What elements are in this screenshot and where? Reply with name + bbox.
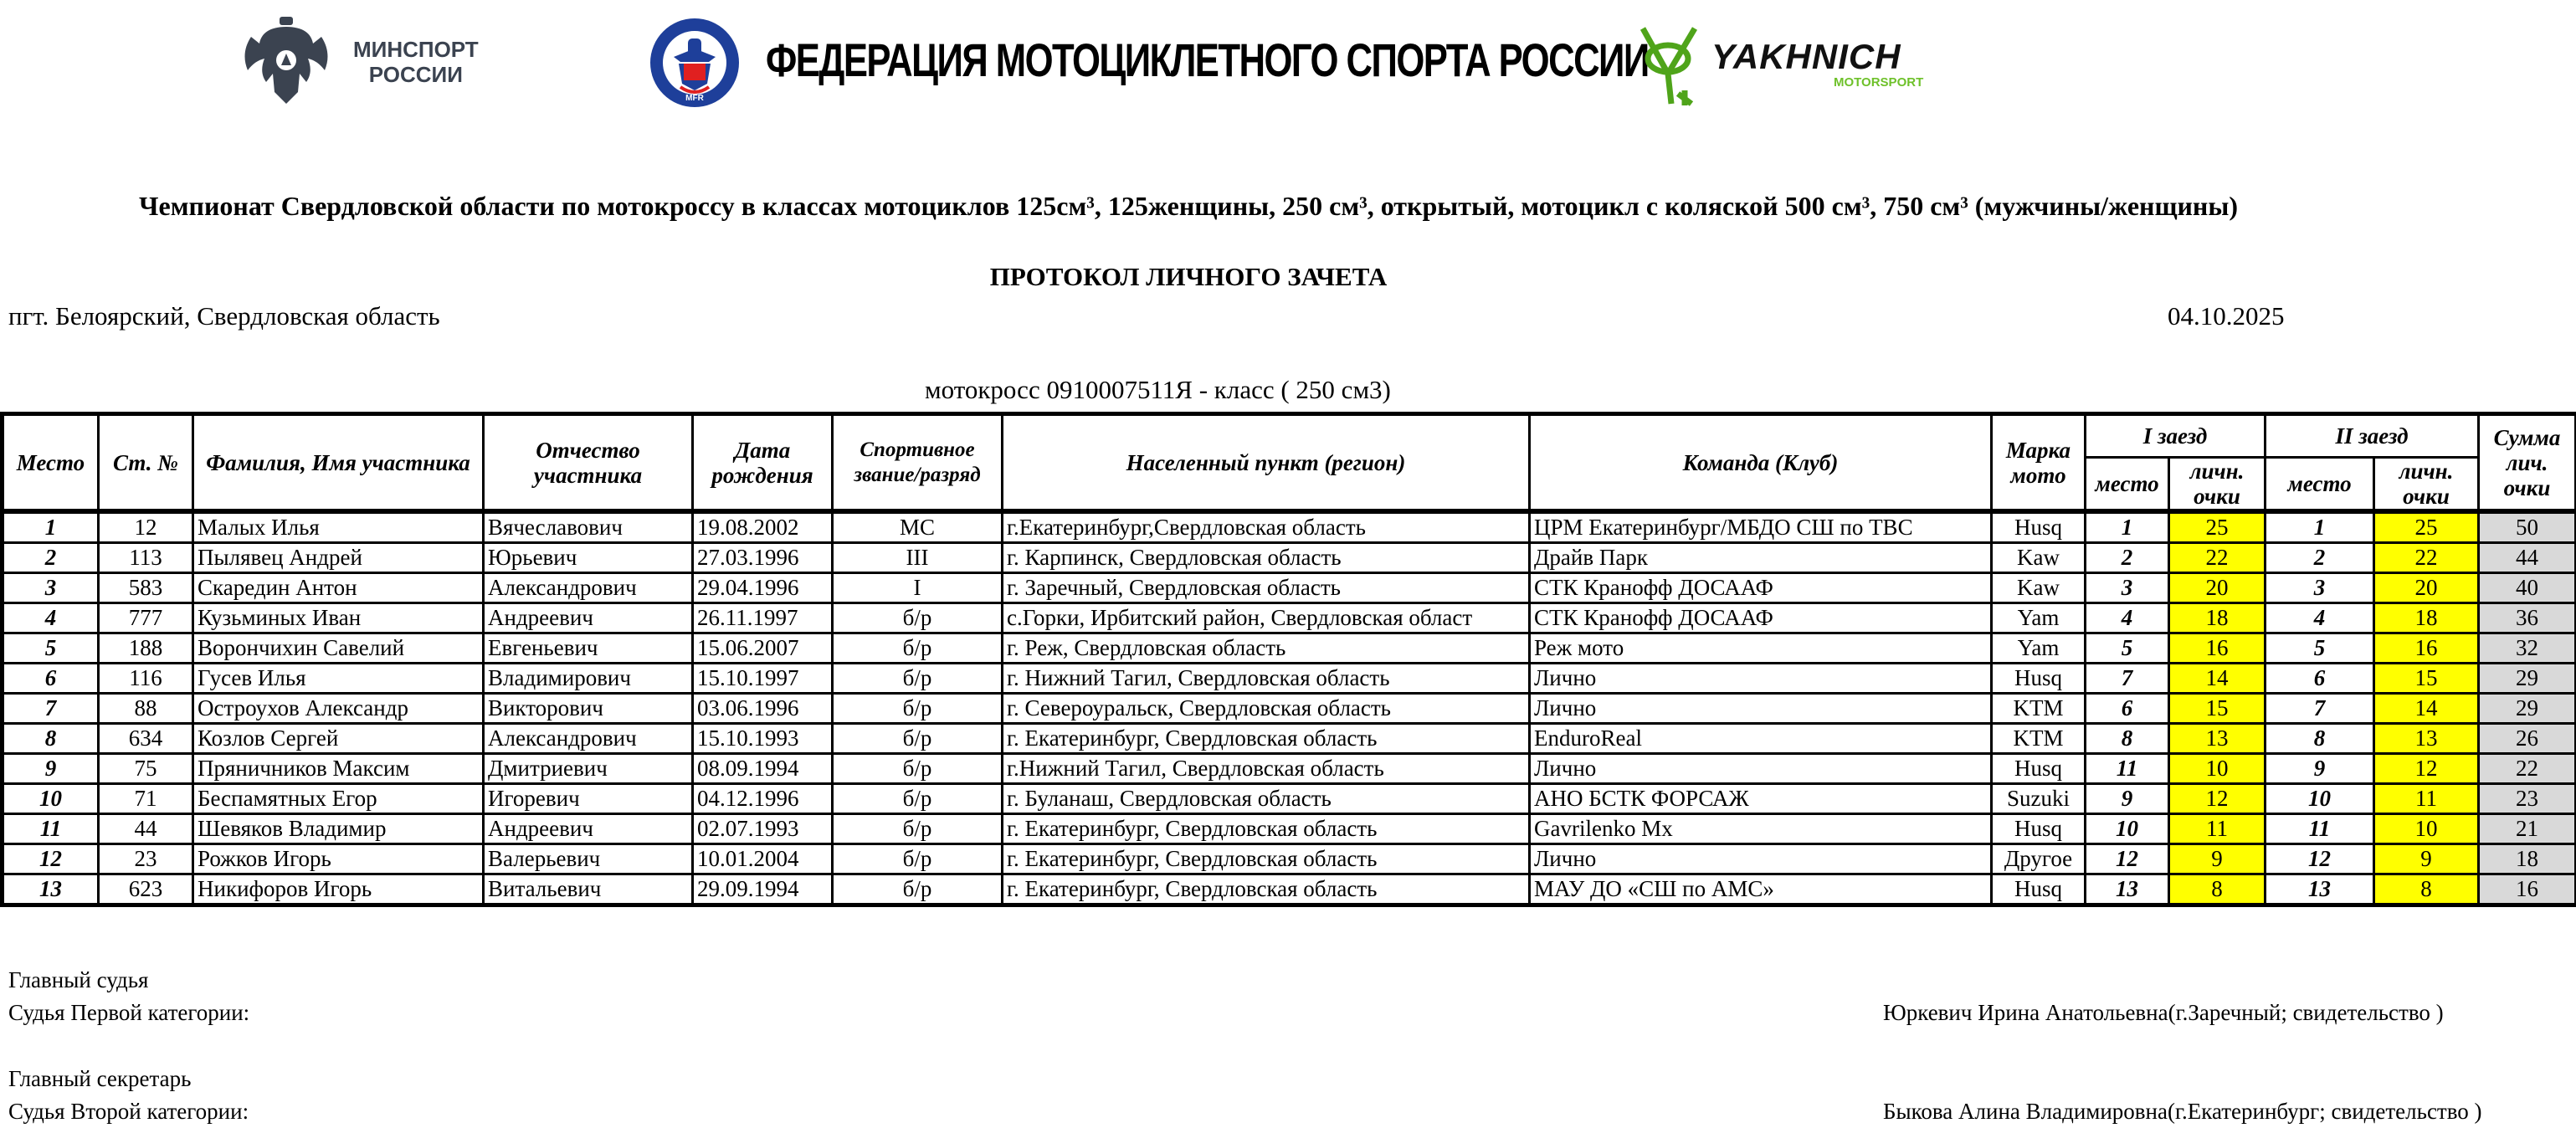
cell-place: 8 <box>3 724 99 754</box>
cell-number: 23 <box>99 844 193 874</box>
cell-city: г.Екатеринбург,Свердловская область <box>1003 511 1530 543</box>
cell-name: Остроухов Александр <box>193 694 484 724</box>
mfr-emblem-icon <box>649 17 741 109</box>
cell-total: 32 <box>2479 633 2576 664</box>
cell-name: Беспамятных Егор <box>193 784 484 814</box>
cell-r1-place: 7 <box>2086 664 2169 694</box>
cell-name: Шевяков Владимир <box>193 814 484 844</box>
cell-rank: б/р <box>833 633 1003 664</box>
cell-number: 75 <box>99 754 193 784</box>
table-row <box>3 694 2576 724</box>
cell-number: 623 <box>99 874 193 905</box>
cell-total: 16 <box>2479 874 2576 905</box>
cell-r1-place: 3 <box>2086 573 2169 603</box>
cell-place: 3 <box>3 573 99 603</box>
col-moto: Марка мото <box>1992 414 2086 512</box>
cell-moto: Kaw <box>1992 543 2086 573</box>
cell-number: 777 <box>99 603 193 633</box>
cell-team: Реж мото <box>1530 633 1992 664</box>
cell-r1-points: 18 <box>2169 603 2266 633</box>
cell-r1-place: 12 <box>2086 844 2169 874</box>
cell-name: Козлов Сергей <box>193 724 484 754</box>
cell-r1-place: 2 <box>2086 543 2169 573</box>
cell-r1-place: 13 <box>2086 874 2169 905</box>
table-row <box>3 573 2576 603</box>
cell-name: Никифоров Игорь <box>193 874 484 905</box>
col-race2: II заезд <box>2266 414 2479 458</box>
cell-city: г. Екатеринбург, Свердловская область <box>1003 724 1530 754</box>
cell-number: 88 <box>99 694 193 724</box>
cell-team: МАУ ДО «СШ по АМС» <box>1530 874 1992 905</box>
cell-city: г. Реж, Свердловская область <box>1003 633 1530 664</box>
cell-birth: 15.10.1997 <box>693 664 833 694</box>
cell-r2-place: 11 <box>2266 814 2374 844</box>
cell-total: 23 <box>2479 784 2576 814</box>
cell-r1-points: 20 <box>2169 573 2266 603</box>
cell-r2-points: 22 <box>2374 543 2479 573</box>
cell-city: г. Екатеринбург, Свердловская область <box>1003 874 1530 905</box>
cell-r1-place: 11 <box>2086 754 2169 784</box>
cell-total: 29 <box>2479 694 2576 724</box>
cell-patronymic: Вячеславович <box>484 511 693 543</box>
cell-r1-points: 11 <box>2169 814 2266 844</box>
cell-r2-points: 14 <box>2374 694 2479 724</box>
cell-r2-points: 9 <box>2374 844 2479 874</box>
protocol-title: ПРОТОКОЛ ЛИЧНОГО ЗАЧЕТА <box>0 262 2377 292</box>
judge-cat2-name: Быкова Алина Владимировна(г.Екатеринбург; свидетельство ) <box>1883 1095 2482 1128</box>
cell-team: СТК Кранофф ДОСААФ <box>1530 573 1992 603</box>
cell-r1-points: 8 <box>2169 874 2266 905</box>
judge-cat1-label: Судья Первой категории: <box>8 997 249 1029</box>
cell-name: Скаредин Антон <box>193 573 484 603</box>
cell-rank: б/р <box>833 784 1003 814</box>
cell-r1-points: 13 <box>2169 724 2266 754</box>
cell-rank: б/р <box>833 874 1003 905</box>
cell-moto: Husq <box>1992 874 2086 905</box>
cell-moto: Другое <box>1992 844 2086 874</box>
cell-rank: б/р <box>833 694 1003 724</box>
federation-logo <box>649 17 1544 109</box>
cell-total: 36 <box>2479 603 2576 633</box>
col-patronymic: Отчество участника <box>484 414 693 512</box>
cell-city: г. Заречный, Свердловская область <box>1003 573 1530 603</box>
col-race1-points: личн. очки <box>2169 458 2266 512</box>
cell-place: 6 <box>3 664 99 694</box>
cell-number: 113 <box>99 543 193 573</box>
cell-team: Gavrilenko Mx <box>1530 814 1992 844</box>
cell-birth: 29.09.1994 <box>693 874 833 905</box>
cell-number: 116 <box>99 664 193 694</box>
cell-moto: Yam <box>1992 603 2086 633</box>
cell-moto: Husq <box>1992 814 2086 844</box>
cell-name: Ворончихин Савелий <box>193 633 484 664</box>
table-row <box>3 814 2576 844</box>
cell-city: г. Екатеринбург, Свердловская область <box>1003 844 1530 874</box>
cell-place: 1 <box>3 511 99 543</box>
svg-text:MFR: MFR <box>685 94 704 103</box>
cell-r1-points: 10 <box>2169 754 2266 784</box>
cell-rank: б/р <box>833 664 1003 694</box>
cell-total: 22 <box>2479 754 2576 784</box>
minsport-line2: РОССИИ <box>353 62 479 87</box>
cell-name: Малых Илья <box>193 511 484 543</box>
cell-r2-place: 3 <box>2266 573 2374 603</box>
table-row <box>3 603 2576 633</box>
cell-r2-place: 6 <box>2266 664 2374 694</box>
cell-r1-points: 14 <box>2169 664 2266 694</box>
cell-r1-place: 6 <box>2086 694 2169 724</box>
cell-city: г. Карпинск, Свердловская область <box>1003 543 1530 573</box>
cell-number: 44 <box>99 814 193 844</box>
chief-secretary-label: Главный секретарь <box>8 1063 191 1095</box>
cell-total: 29 <box>2479 664 2576 694</box>
cell-patronymic: Дмитриевич <box>484 754 693 784</box>
table-row <box>3 754 2576 784</box>
event-date: 04.10.2025 <box>2168 301 2285 331</box>
cell-r2-place: 1 <box>2266 511 2374 543</box>
cell-moto: Husq <box>1992 664 2086 694</box>
minsport-line1: МИНСПОРТ <box>353 37 479 62</box>
cell-r2-place: 13 <box>2266 874 2374 905</box>
cell-birth: 10.01.2004 <box>693 844 833 874</box>
cell-city: с.Горки, Ирбитский район, Свердловская област <box>1003 603 1530 633</box>
cell-team: Лично <box>1530 754 1992 784</box>
cell-name: Гусев Илья <box>193 664 484 694</box>
cell-rank: б/р <box>833 754 1003 784</box>
cell-r2-place: 5 <box>2266 633 2374 664</box>
cell-team: Лично <box>1530 664 1992 694</box>
cell-r2-points: 10 <box>2374 814 2479 844</box>
col-birth: Дата рождения <box>693 414 833 512</box>
cell-place: 7 <box>3 694 99 724</box>
cell-patronymic: Валерьевич <box>484 844 693 874</box>
cell-patronymic: Александрович <box>484 724 693 754</box>
cell-birth: 04.12.1996 <box>693 784 833 814</box>
judge-cat1-name: Юркевич Ирина Анатольевна(г.Заречный; свидетельство ) <box>1883 997 2444 1029</box>
cell-rank: III <box>833 543 1003 573</box>
double-headed-eagle-icon <box>236 15 336 107</box>
cell-team: Лично <box>1530 694 1992 724</box>
cell-number: 12 <box>99 511 193 543</box>
cell-total: 50 <box>2479 511 2576 543</box>
yakhnich-emblem-icon <box>1636 23 1703 107</box>
cell-place: 5 <box>3 633 99 664</box>
cell-patronymic: Викторович <box>484 694 693 724</box>
cell-patronymic: Евгеньевич <box>484 633 693 664</box>
table-row <box>3 664 2576 694</box>
minsport-logo <box>236 15 487 107</box>
cell-rank: б/р <box>833 603 1003 633</box>
cell-city: г. Нижний Тагил, Свердловская область <box>1003 664 1530 694</box>
cell-birth: 29.04.1996 <box>693 573 833 603</box>
chief-judge-label: Главный судья <box>8 964 148 997</box>
cell-total: 44 <box>2479 543 2576 573</box>
cell-r1-place: 1 <box>2086 511 2169 543</box>
cell-moto: Yam <box>1992 633 2086 664</box>
col-rank: Спортивное звание/разряд <box>833 414 1003 512</box>
cell-r2-place: 8 <box>2266 724 2374 754</box>
cell-moto: Suzuki <box>1992 784 2086 814</box>
cell-rank: б/р <box>833 814 1003 844</box>
cell-r2-place: 7 <box>2266 694 2374 724</box>
results-table <box>0 412 2576 907</box>
table-row <box>3 784 2576 814</box>
cell-patronymic: Витальевич <box>484 874 693 905</box>
cell-r1-place: 5 <box>2086 633 2169 664</box>
cell-r2-points: 20 <box>2374 573 2479 603</box>
cell-r1-points: 12 <box>2169 784 2266 814</box>
col-name: Фамилия, Имя участника <box>193 414 484 512</box>
cell-r1-points: 22 <box>2169 543 2266 573</box>
cell-number: 71 <box>99 784 193 814</box>
col-race1-place: место <box>2086 458 2169 512</box>
cell-birth: 03.06.1996 <box>693 694 833 724</box>
cell-r2-place: 10 <box>2266 784 2374 814</box>
cell-r2-points: 15 <box>2374 664 2479 694</box>
col-city: Населенный пункт (регион) <box>1003 414 1530 512</box>
cell-team: ЦРМ Екатеринбург/МБДО СШ по ТВС <box>1530 511 1992 543</box>
cell-place: 2 <box>3 543 99 573</box>
cell-r2-place: 9 <box>2266 754 2374 784</box>
cell-moto: Husq <box>1992 511 2086 543</box>
cell-patronymic: Игоревич <box>484 784 693 814</box>
cell-number: 583 <box>99 573 193 603</box>
cell-birth: 27.03.1996 <box>693 543 833 573</box>
judge-cat2-label: Судья Второй категории: <box>8 1095 249 1128</box>
table-row <box>3 511 2576 543</box>
event-place: пгт. Белоярский, Свердловская область <box>8 301 440 331</box>
cell-team: Лично <box>1530 844 1992 874</box>
cell-team: АНО БСТК ФОРСАЖ <box>1530 784 1992 814</box>
cell-r1-place: 8 <box>2086 724 2169 754</box>
col-number: Ст. № <box>99 414 193 512</box>
cell-r1-place: 4 <box>2086 603 2169 633</box>
col-total: Сумма лич. очки <box>2479 414 2576 512</box>
col-place: Место <box>3 414 99 512</box>
championship-title: Чемпионат Свердловской области по мотокроссу в классах мотоциклов 125см³, 125женщины, 250 см³, открытый, мотоцикл с коляской 500 см³, 750 см³ (мужчины/женщины) <box>0 191 2377 222</box>
cell-birth: 02.07.1993 <box>693 814 833 844</box>
class-line: мотокросс 0910007511Я - класс ( 250 см3) <box>925 375 1391 405</box>
cell-name: Рожков Игорь <box>193 844 484 874</box>
col-race2-place: место <box>2266 458 2374 512</box>
cell-r1-points: 9 <box>2169 844 2266 874</box>
cell-patronymic: Андреевич <box>484 814 693 844</box>
table-row <box>3 633 2576 664</box>
cell-moto: KTM <box>1992 724 2086 754</box>
cell-team: Драйв Парк <box>1530 543 1992 573</box>
cell-birth: 19.08.2002 <box>693 511 833 543</box>
cell-r2-points: 13 <box>2374 724 2479 754</box>
cell-r1-place: 9 <box>2086 784 2169 814</box>
cell-place: 11 <box>3 814 99 844</box>
cell-r1-points: 15 <box>2169 694 2266 724</box>
cell-moto: Husq <box>1992 754 2086 784</box>
col-race1: I заезд <box>2086 414 2266 458</box>
cell-name: Пряничников Максим <box>193 754 484 784</box>
cell-city: г. Буланаш, Свердловская область <box>1003 784 1530 814</box>
cell-place: 12 <box>3 844 99 874</box>
cell-moto: Kaw <box>1992 573 2086 603</box>
cell-moto: KTM <box>1992 694 2086 724</box>
cell-number: 634 <box>99 724 193 754</box>
cell-patronymic: Александрович <box>484 573 693 603</box>
table-row <box>3 874 2576 905</box>
sponsor-logo <box>1636 23 1954 107</box>
cell-place: 10 <box>3 784 99 814</box>
cell-r2-points: 18 <box>2374 603 2479 633</box>
cell-birth: 15.06.2007 <box>693 633 833 664</box>
cell-number: 188 <box>99 633 193 664</box>
cell-patronymic: Владимирович <box>484 664 693 694</box>
table-row <box>3 724 2576 754</box>
table-row <box>3 543 2576 573</box>
cell-place: 9 <box>3 754 99 784</box>
cell-name: Кузьминых Иван <box>193 603 484 633</box>
cell-team: EnduroReal <box>1530 724 1992 754</box>
cell-r2-place: 2 <box>2266 543 2374 573</box>
cell-city: г.Нижний Тагил, Свердловская область <box>1003 754 1530 784</box>
cell-r1-points: 16 <box>2169 633 2266 664</box>
federation-title: ФЕДЕРАЦИЯ МОТОЦИКЛЕТНОГО СПОРТА РОССИИ <box>766 35 1649 85</box>
cell-rank: б/р <box>833 724 1003 754</box>
cell-patronymic: Юрьевич <box>484 543 693 573</box>
cell-r2-points: 16 <box>2374 633 2479 664</box>
cell-total: 26 <box>2479 724 2576 754</box>
cell-rank: I <box>833 573 1003 603</box>
cell-birth: 26.11.1997 <box>693 603 833 633</box>
cell-team: СТК Кранофф ДОСААФ <box>1530 603 1992 633</box>
cell-total: 18 <box>2479 844 2576 874</box>
cell-rank: б/р <box>833 844 1003 874</box>
cell-city: г. Североуральск, Свердловская область <box>1003 694 1530 724</box>
cell-r1-points: 25 <box>2169 511 2266 543</box>
cell-r2-points: 12 <box>2374 754 2479 784</box>
cell-place: 13 <box>3 874 99 905</box>
col-team: Команда (Клуб) <box>1530 414 1992 512</box>
cell-r2-points: 25 <box>2374 511 2479 543</box>
cell-r2-place: 4 <box>2266 603 2374 633</box>
sponsor-sub: MOTORSPORT <box>1834 75 1923 90</box>
col-race2-points: личн. очки <box>2374 458 2479 512</box>
cell-birth: 08.09.1994 <box>693 754 833 784</box>
cell-birth: 15.10.1993 <box>693 724 833 754</box>
cell-r2-place: 12 <box>2266 844 2374 874</box>
cell-r2-points: 11 <box>2374 784 2479 814</box>
cell-rank: МС <box>833 511 1003 543</box>
cell-total: 40 <box>2479 573 2576 603</box>
sponsor-name: YAKHNICH <box>1711 38 1901 75</box>
cell-total: 21 <box>2479 814 2576 844</box>
cell-city: г. Екатеринбург, Свердловская область <box>1003 814 1530 844</box>
cell-patronymic: Андреевич <box>484 603 693 633</box>
cell-place: 4 <box>3 603 99 633</box>
cell-r1-place: 10 <box>2086 814 2169 844</box>
table-row <box>3 844 2576 874</box>
cell-name: Пылявец Андрей <box>193 543 484 573</box>
cell-r2-points: 8 <box>2374 874 2479 905</box>
